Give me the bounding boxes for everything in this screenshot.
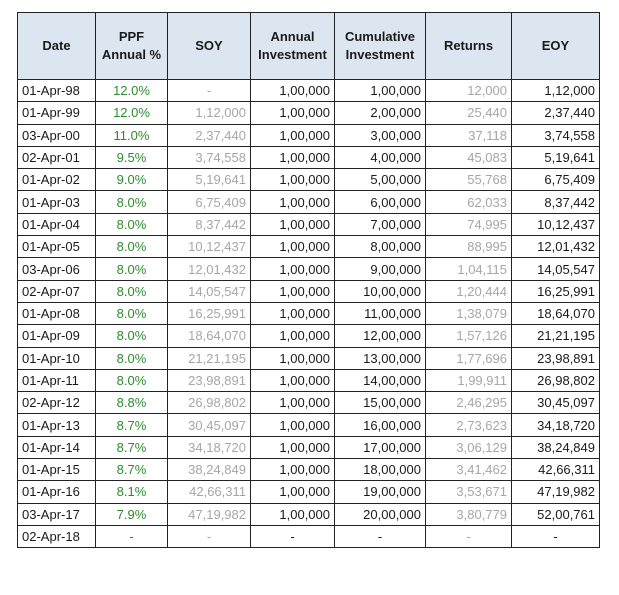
cell-returns: 3,06,129 xyxy=(426,436,512,458)
cell-date: 01-Apr-15 xyxy=(18,459,96,481)
table-row xyxy=(18,146,600,168)
cell-annual-investment: 1,00,000 xyxy=(251,80,335,102)
cell-cumulative-investment: - xyxy=(335,525,426,547)
cell-soy: 6,75,409 xyxy=(168,191,251,213)
cell-soy: 2,37,440 xyxy=(168,124,251,146)
cell-eoy: 42,66,311 xyxy=(512,459,600,481)
cell-eoy: 3,74,558 xyxy=(512,124,600,146)
cell-cumulative-investment: 11,00,000 xyxy=(335,302,426,324)
cell-returns: 62,033 xyxy=(426,191,512,213)
cell-returns: - xyxy=(426,525,512,547)
cell-cumulative-investment: 8,00,000 xyxy=(335,236,426,258)
header-eoy-label: EOY xyxy=(541,38,570,53)
cell-soy: 23,98,891 xyxy=(168,369,251,391)
cell-soy: 18,64,070 xyxy=(168,325,251,347)
cell-returns: 1,04,115 xyxy=(426,258,512,280)
cell-cumulative-investment: 13,00,000 xyxy=(335,347,426,369)
cell-ppf-rate: 8.8% xyxy=(96,392,168,414)
cell-cumulative-investment: 15,00,000 xyxy=(335,392,426,414)
cell-annual-investment: 1,00,000 xyxy=(251,191,335,213)
cell-ppf-rate: 7.9% xyxy=(96,503,168,525)
cell-ppf-rate: 8.0% xyxy=(96,213,168,235)
cell-annual-investment: 1,00,000 xyxy=(251,347,335,369)
cell-date: 01-Apr-13 xyxy=(18,414,96,436)
cell-ppf-rate: 8.0% xyxy=(96,191,168,213)
table-row xyxy=(18,369,600,391)
header-eoy xyxy=(512,13,600,80)
cell-cumulative-investment: 6,00,000 xyxy=(335,191,426,213)
cell-eoy: 12,01,432 xyxy=(512,236,600,258)
cell-annual-investment: 1,00,000 xyxy=(251,459,335,481)
cell-date: 03-Apr-17 xyxy=(18,503,96,525)
cell-eoy: 38,24,849 xyxy=(512,436,600,458)
cell-annual-investment: - xyxy=(251,525,335,547)
cell-annual-investment: 1,00,000 xyxy=(251,280,335,302)
cell-eoy: 18,64,070 xyxy=(512,302,600,324)
header-row xyxy=(18,13,600,80)
cell-annual-investment: 1,00,000 xyxy=(251,503,335,525)
cell-eoy: 34,18,720 xyxy=(512,414,600,436)
cell-date: 01-Apr-11 xyxy=(18,369,96,391)
cell-date: 01-Apr-98 xyxy=(18,80,96,102)
cell-soy: 26,98,802 xyxy=(168,392,251,414)
ppf-returns-table xyxy=(17,12,600,548)
cell-date: 02-Apr-07 xyxy=(18,280,96,302)
cell-annual-investment: 1,00,000 xyxy=(251,436,335,458)
cell-ppf-rate: 12.0% xyxy=(96,102,168,124)
cell-ppf-rate: 8.7% xyxy=(96,459,168,481)
cell-soy: 47,19,982 xyxy=(168,503,251,525)
cell-ppf-rate: 8.0% xyxy=(96,302,168,324)
cell-annual-investment: 1,00,000 xyxy=(251,258,335,280)
cell-returns: 3,41,462 xyxy=(426,459,512,481)
table-row xyxy=(18,236,600,258)
cell-ppf-rate: 8.7% xyxy=(96,414,168,436)
cell-cumulative-investment: 10,00,000 xyxy=(335,280,426,302)
table-row xyxy=(18,80,600,102)
cell-annual-investment: 1,00,000 xyxy=(251,481,335,503)
cell-returns: 88,995 xyxy=(426,236,512,258)
cell-ppf-rate: 8.0% xyxy=(96,347,168,369)
cell-cumulative-investment: 1,00,000 xyxy=(335,80,426,102)
cell-ppf-rate: 8.0% xyxy=(96,258,168,280)
header-ppf-label: PPF Annual % xyxy=(101,29,162,62)
header-returns xyxy=(426,13,512,80)
cell-annual-investment: 1,00,000 xyxy=(251,124,335,146)
cell-soy: 38,24,849 xyxy=(168,459,251,481)
cell-ppf-rate: 8.7% xyxy=(96,436,168,458)
cell-date: 01-Apr-16 xyxy=(18,481,96,503)
cell-returns: 37,118 xyxy=(426,124,512,146)
cell-eoy: 8,37,442 xyxy=(512,191,600,213)
cell-returns: 2,73,623 xyxy=(426,414,512,436)
cell-eoy: 23,98,891 xyxy=(512,347,600,369)
cell-ppf-rate: 9.0% xyxy=(96,169,168,191)
cell-cumulative-investment: 14,00,000 xyxy=(335,369,426,391)
cell-annual-investment: 1,00,000 xyxy=(251,169,335,191)
cell-ppf-rate: - xyxy=(96,525,168,547)
cell-soy: - xyxy=(168,80,251,102)
cell-ppf-rate: 12.0% xyxy=(96,80,168,102)
cell-date: 02-Apr-01 xyxy=(18,146,96,168)
header-soy xyxy=(168,13,251,80)
cell-returns: 3,80,779 xyxy=(426,503,512,525)
header-ppf-annual-pct xyxy=(96,13,168,80)
cell-cumulative-investment: 3,00,000 xyxy=(335,124,426,146)
cell-cumulative-investment: 7,00,000 xyxy=(335,213,426,235)
cell-returns: 74,995 xyxy=(426,213,512,235)
cell-ppf-rate: 8.0% xyxy=(96,236,168,258)
cell-cumulative-investment: 9,00,000 xyxy=(335,258,426,280)
table-row xyxy=(18,302,600,324)
cell-date: 01-Apr-08 xyxy=(18,302,96,324)
table-row xyxy=(18,347,600,369)
cell-cumulative-investment: 12,00,000 xyxy=(335,325,426,347)
header-cumulative-label: Cumulative Investment xyxy=(344,29,416,62)
cell-soy: 1,12,000 xyxy=(168,102,251,124)
cell-returns: 25,440 xyxy=(426,102,512,124)
table-row xyxy=(18,525,600,547)
cell-eoy: 30,45,097 xyxy=(512,392,600,414)
cell-soy: 8,37,442 xyxy=(168,213,251,235)
cell-annual-investment: 1,00,000 xyxy=(251,414,335,436)
table-row xyxy=(18,481,600,503)
cell-soy: 21,21,195 xyxy=(168,347,251,369)
cell-eoy: - xyxy=(512,525,600,547)
cell-eoy: 14,05,547 xyxy=(512,258,600,280)
cell-ppf-rate: 8.1% xyxy=(96,481,168,503)
table-row xyxy=(18,169,600,191)
cell-soy: 34,18,720 xyxy=(168,436,251,458)
cell-soy: 3,74,558 xyxy=(168,146,251,168)
cell-date: 01-Apr-02 xyxy=(18,169,96,191)
table-body xyxy=(18,80,600,548)
table-row xyxy=(18,503,600,525)
cell-eoy: 6,75,409 xyxy=(512,169,600,191)
cell-annual-investment: 1,00,000 xyxy=(251,213,335,235)
cell-annual-investment: 1,00,000 xyxy=(251,302,335,324)
cell-soy: 14,05,547 xyxy=(168,280,251,302)
cell-date: 01-Apr-03 xyxy=(18,191,96,213)
cell-soy: 12,01,432 xyxy=(168,258,251,280)
cell-annual-investment: 1,00,000 xyxy=(251,392,335,414)
table-row xyxy=(18,213,600,235)
cell-annual-investment: 1,00,000 xyxy=(251,102,335,124)
cell-eoy: 52,00,761 xyxy=(512,503,600,525)
cell-eoy: 47,19,982 xyxy=(512,481,600,503)
cell-date: 01-Apr-10 xyxy=(18,347,96,369)
cell-returns: 12,000 xyxy=(426,80,512,102)
header-annual-investment xyxy=(251,13,335,80)
cell-eoy: 1,12,000 xyxy=(512,80,600,102)
table-row xyxy=(18,325,600,347)
cell-returns: 55,768 xyxy=(426,169,512,191)
cell-eoy: 26,98,802 xyxy=(512,369,600,391)
table-row xyxy=(18,124,600,146)
header-cumulative-investment xyxy=(335,13,426,80)
table-row xyxy=(18,280,600,302)
table-row xyxy=(18,414,600,436)
cell-cumulative-investment: 16,00,000 xyxy=(335,414,426,436)
header-returns-label: Returns xyxy=(443,38,494,53)
cell-cumulative-investment: 19,00,000 xyxy=(335,481,426,503)
cell-soy: 5,19,641 xyxy=(168,169,251,191)
cell-date: 03-Apr-00 xyxy=(18,124,96,146)
cell-annual-investment: 1,00,000 xyxy=(251,369,335,391)
cell-annual-investment: 1,00,000 xyxy=(251,146,335,168)
cell-eoy: 21,21,195 xyxy=(512,325,600,347)
cell-returns: 45,083 xyxy=(426,146,512,168)
cell-date: 01-Apr-05 xyxy=(18,236,96,258)
table-row xyxy=(18,191,600,213)
cell-annual-investment: 1,00,000 xyxy=(251,236,335,258)
cell-soy: 16,25,991 xyxy=(168,302,251,324)
cell-eoy: 16,25,991 xyxy=(512,280,600,302)
cell-eoy: 10,12,437 xyxy=(512,213,600,235)
cell-date: 01-Apr-99 xyxy=(18,102,96,124)
cell-returns: 1,38,079 xyxy=(426,302,512,324)
cell-date: 02-Apr-18 xyxy=(18,525,96,547)
table-row xyxy=(18,258,600,280)
header-date-label: Date xyxy=(42,38,71,53)
cell-soy: 42,66,311 xyxy=(168,481,251,503)
cell-date: 01-Apr-04 xyxy=(18,213,96,235)
cell-soy: - xyxy=(168,525,251,547)
cell-returns: 1,20,444 xyxy=(426,280,512,302)
cell-returns: 1,77,696 xyxy=(426,347,512,369)
cell-date: 03-Apr-06 xyxy=(18,258,96,280)
header-soy-label: SOY xyxy=(195,38,223,53)
cell-cumulative-investment: 20,00,000 xyxy=(335,503,426,525)
cell-date: 01-Apr-09 xyxy=(18,325,96,347)
cell-eoy: 5,19,641 xyxy=(512,146,600,168)
cell-ppf-rate: 11.0% xyxy=(96,124,168,146)
cell-ppf-rate: 8.0% xyxy=(96,369,168,391)
cell-cumulative-investment: 5,00,000 xyxy=(335,169,426,191)
cell-cumulative-investment: 17,00,000 xyxy=(335,436,426,458)
cell-eoy: 2,37,440 xyxy=(512,102,600,124)
header-annual-label: Annual Investment xyxy=(258,29,327,62)
cell-cumulative-investment: 18,00,000 xyxy=(335,459,426,481)
cell-returns: 1,57,126 xyxy=(426,325,512,347)
cell-cumulative-investment: 4,00,000 xyxy=(335,146,426,168)
cell-date: 02-Apr-12 xyxy=(18,392,96,414)
cell-ppf-rate: 8.0% xyxy=(96,280,168,302)
cell-returns: 3,53,671 xyxy=(426,481,512,503)
cell-annual-investment: 1,00,000 xyxy=(251,325,335,347)
cell-cumulative-investment: 2,00,000 xyxy=(335,102,426,124)
cell-returns: 1,99,911 xyxy=(426,369,512,391)
table-row xyxy=(18,392,600,414)
ppf-table-container xyxy=(17,12,600,548)
cell-soy: 30,45,097 xyxy=(168,414,251,436)
table-row xyxy=(18,102,600,124)
table-row xyxy=(18,436,600,458)
cell-ppf-rate: 8.0% xyxy=(96,325,168,347)
header-date xyxy=(18,13,96,80)
cell-date: 01-Apr-14 xyxy=(18,436,96,458)
cell-returns: 2,46,295 xyxy=(426,392,512,414)
cell-soy: 10,12,437 xyxy=(168,236,251,258)
cell-ppf-rate: 9.5% xyxy=(96,146,168,168)
table-row xyxy=(18,459,600,481)
